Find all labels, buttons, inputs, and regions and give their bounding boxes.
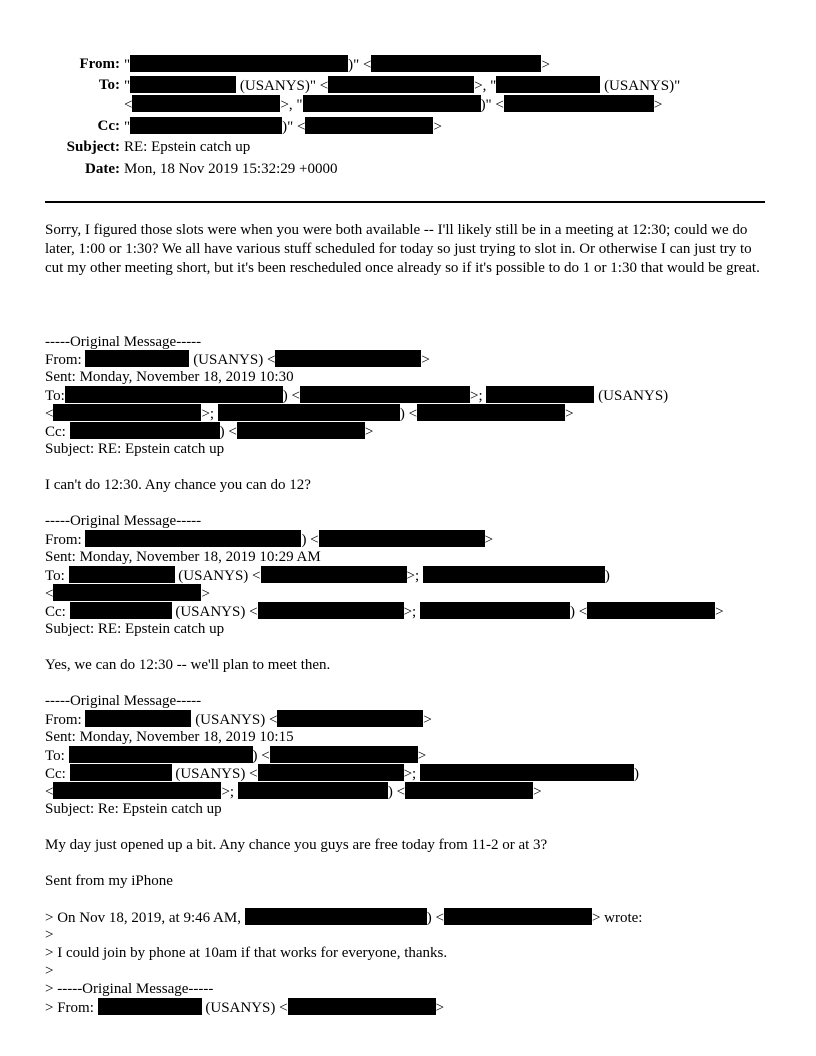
redaction-block	[328, 76, 474, 93]
msg2-cc: Cc: (USANYS) < >; ) < >	[45, 604, 724, 620]
quoted-gt-2: >	[45, 963, 54, 979]
msg1-subject: Subject: RE: Epstein catch up	[45, 441, 225, 457]
header-from-line: " )" < >	[124, 57, 550, 73]
redaction-block	[130, 76, 236, 93]
redaction-block	[423, 566, 605, 583]
msg2-from: From: ) < >	[45, 532, 494, 548]
redaction-block	[277, 710, 423, 727]
msg2-to: To: (USANYS) < >; )	[45, 568, 610, 584]
redaction-block	[496, 76, 600, 93]
quoted-on-line: > On Nov 18, 2019, at 9:46 AM, ) < > wrote:	[45, 910, 643, 926]
msg1-cc: Cc: ) < >	[45, 424, 374, 440]
redaction-block	[65, 386, 283, 403]
redaction-block	[130, 117, 282, 134]
msg2-body: Yes, we can do 12:30 -- we'll plan to meet then.	[45, 657, 331, 673]
to-label: To:	[98, 77, 120, 93]
msg3-from: From: (USANYS) < >	[45, 712, 432, 728]
redaction-block	[319, 530, 485, 547]
redaction-block	[238, 782, 388, 799]
msg3-subject: Subject: Re: Epstein catch up	[45, 801, 222, 817]
redaction-block	[275, 350, 421, 367]
msg1-from: From: (USANYS) < >	[45, 352, 430, 368]
msg3-signature: Sent from my iPhone	[45, 873, 173, 889]
redaction-block	[258, 602, 404, 619]
quoted-from: > From: (USANYS) < >	[45, 1000, 445, 1016]
redaction-block	[405, 782, 533, 799]
redaction-block	[444, 908, 592, 925]
header-to-line-2: < >, " )" < >	[124, 97, 663, 113]
separator-1: -----Original Message-----	[45, 334, 202, 350]
msg1-to-2: < >; ) < >	[45, 406, 574, 422]
msg3-cc: Cc: (USANYS) < >; )	[45, 766, 639, 782]
redaction-block	[98, 998, 202, 1015]
redaction-block	[70, 422, 220, 439]
redaction-block	[69, 746, 253, 763]
redaction-block	[420, 764, 634, 781]
subject-label: Subject:	[66, 139, 120, 155]
redaction-block	[486, 386, 594, 403]
header-to-line: " (USANYS)" < >, " (USANYS)"	[124, 78, 681, 94]
msg2-sent: Sent: Monday, November 18, 2019 10:29 AM	[45, 549, 321, 565]
redaction-block	[417, 404, 565, 421]
body-paragraph: Sorry, I figured those slots were when you were both available -- I'll likely still be in a meeting at 12:30; could we do later, 1:00 or 1:30? We all have various stuff scheduled for today so just trying to slot in. Or otherwise I can just try to cut my other meeting short, but it's been rescheduled once already so if it's possible to do 1 or 1:30 that would be great.	[45, 222, 760, 276]
redaction-block	[305, 117, 433, 134]
msg3-to: To: ) < >	[45, 748, 427, 764]
redaction-block	[53, 404, 201, 421]
date-value: Mon, 18 Nov 2019 15:32:29 +0000	[124, 161, 338, 177]
subject-value: RE: Epstein catch up	[124, 139, 251, 155]
redaction-block	[53, 782, 221, 799]
redaction-block	[218, 404, 400, 421]
redaction-block	[130, 55, 348, 72]
redaction-block	[85, 350, 189, 367]
msg2-to-2: < >	[45, 586, 210, 602]
redaction-block	[258, 764, 404, 781]
msg3-sent: Sent: Monday, November 18, 2019 10:15	[45, 729, 294, 745]
redaction-block	[270, 746, 418, 763]
redaction-block	[504, 95, 654, 112]
redaction-block	[300, 386, 470, 403]
redaction-block	[70, 764, 172, 781]
redaction-block	[587, 602, 715, 619]
redaction-block	[245, 908, 427, 925]
msg1-sent: Sent: Monday, November 18, 2019 10:30	[45, 369, 294, 385]
header-cc-line: " )" < >	[124, 119, 442, 135]
date-label: Date:	[85, 161, 120, 177]
redaction-block	[237, 422, 365, 439]
redaction-block	[85, 710, 191, 727]
redaction-block	[85, 530, 301, 547]
separator-2: -----Original Message-----	[45, 513, 202, 529]
msg2-subject: Subject: RE: Epstein catch up	[45, 621, 225, 637]
redaction-block	[132, 95, 280, 112]
redaction-block	[288, 998, 436, 1015]
redaction-block	[70, 602, 172, 619]
quoted-join: > I could join by phone at 10am if that works for everyone, thanks.	[45, 945, 448, 961]
separator-3: -----Original Message-----	[45, 693, 202, 709]
redaction-block	[261, 566, 407, 583]
from-label: From:	[79, 56, 120, 72]
msg1-to: To: ) < >; (USANYS)	[45, 388, 669, 404]
msg3-body: My day just opened up a bit. Any chance you guys are free today from 11-2 or at 3?	[45, 837, 548, 853]
redaction-block	[371, 55, 541, 72]
msg1-body: I can't do 12:30. Any chance you can do 12?	[45, 477, 311, 493]
redaction-block	[53, 584, 201, 601]
msg3-cc-2: < >; ) < >	[45, 784, 542, 800]
quoted-gt-1: >	[45, 927, 54, 943]
redaction-block	[420, 602, 570, 619]
redaction-block	[69, 566, 175, 583]
quoted-separator: > -----Original Message-----	[45, 981, 214, 997]
cc-label: Cc:	[97, 118, 120, 134]
redaction-block	[303, 95, 481, 112]
header-divider	[45, 201, 765, 203]
